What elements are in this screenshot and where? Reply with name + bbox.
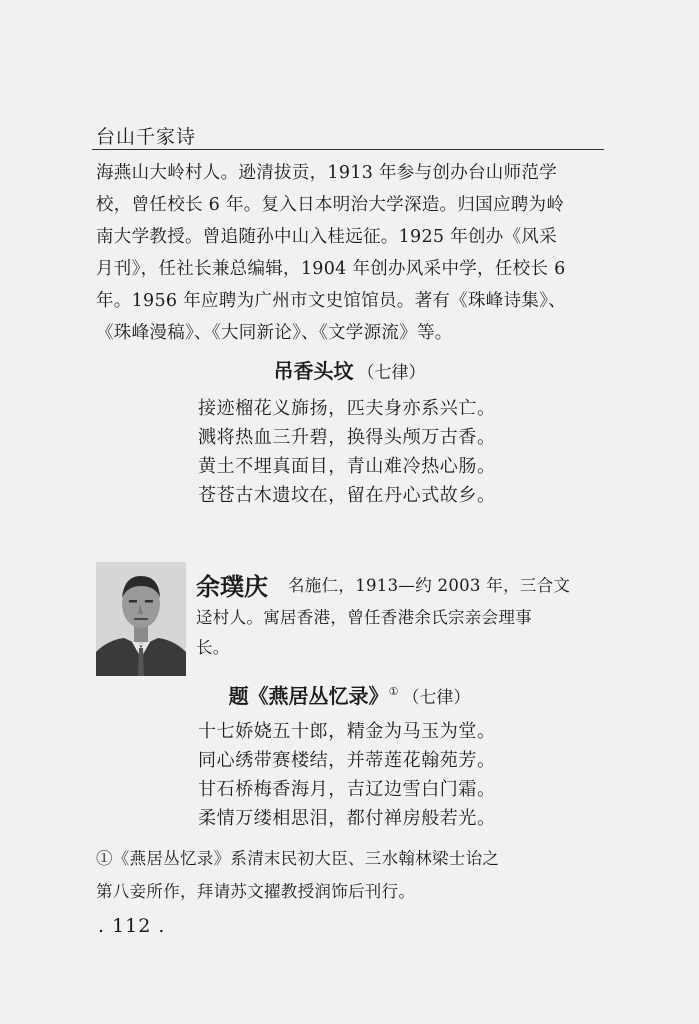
poem-body xyxy=(198,717,538,833)
footnote-line: 第八妾所作，拜请苏文擢教授润饰后刊行。 xyxy=(96,882,416,901)
intro-line: 海燕山大岭村人。逊清拔贡，1913 年参与创办台山师范学 xyxy=(96,163,557,183)
running-head: 台山千家诗 xyxy=(96,126,197,148)
intro-line: 年。1956 年应聘为广州市文史馆馆员。著有《珠峰诗集》、 xyxy=(96,291,567,311)
poem-title xyxy=(0,355,699,384)
poem-verse: 同心绣带赛楼结，并蒂莲花翰苑芳。 xyxy=(198,750,496,771)
intro-line: 校，曾任校长 6 年。复入日本明治大学深造。归国应聘为岭 xyxy=(96,195,565,215)
bio-line: 长。 xyxy=(196,638,230,657)
intro-line: 月刊》，任社长兼总编辑，1904 年创办风采中学，任校长 6 xyxy=(96,259,566,279)
footnote xyxy=(96,842,608,908)
poem-form: （七律） xyxy=(402,688,471,708)
poem-title-text: 吊香头坟 xyxy=(273,359,354,383)
poem-verse: 接迹榴花义旆扬，匹夫身亦系兴亡。 xyxy=(198,398,496,419)
page-number: . 112 . xyxy=(98,915,166,937)
poem-verse: 十七娇娆五十郎，精金为马玉为堂。 xyxy=(198,721,496,742)
author-name: 余璞庆 xyxy=(196,573,268,601)
poem-verse: 柔情万缕相思泪，都付禅房般若光。 xyxy=(198,808,496,829)
footnote-line: ①《燕居丛忆录》系清末民初大臣、三水翰林梁士诒之 xyxy=(96,849,500,868)
poem-title xyxy=(0,680,699,709)
poem-verse: 黄土不埋真面目，青山难冷热心肠。 xyxy=(198,456,496,477)
bio-line: 名施仁，1913—约 2003 年，三合文 xyxy=(288,576,571,595)
bio-line: 迳村人。寓居香港，曾任香港余氏宗亲会理事 xyxy=(196,608,532,627)
author-portrait xyxy=(96,562,186,676)
portrait-image xyxy=(96,562,186,676)
poem-body xyxy=(198,394,538,510)
footnote-marker: ① xyxy=(388,685,399,699)
header-rule xyxy=(92,149,604,150)
intro-line: 南大学教授。曾追随孙中山入桂远征。1925 年创办《风采 xyxy=(96,227,557,247)
intro-line: 《珠峰漫稿》、《大同新论》、《文学源流》等。 xyxy=(96,323,453,343)
poem-form: （七律） xyxy=(357,363,426,383)
intro-paragraph xyxy=(96,157,608,349)
poem-verse: 甘石桥梅香海月，吉辽边雪白门霜。 xyxy=(198,779,496,800)
poem-verse: 溅将热血三升碧，换得头颅万古香。 xyxy=(198,427,496,448)
poem-title-text: 题《燕居丛忆录》 xyxy=(228,684,389,708)
poem-verse: 苍苍古木遗坟在，留在丹心式故乡。 xyxy=(198,485,496,506)
